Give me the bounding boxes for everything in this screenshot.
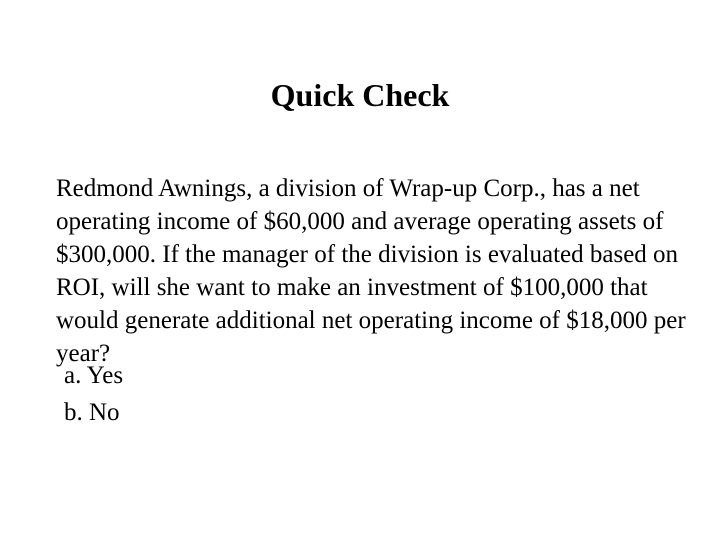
- answer-options: [64, 357, 364, 431]
- slide-title: Quick Check: [270, 77, 450, 113]
- option-b: b. No: [64, 399, 120, 426]
- question-text: Redmond Awnings, a division of Wrap-up Corp., has a net operating income of $60,000 and average operating assets of $300,000. If the manager of the division is evaluated based on ROI, will she want to make an investment of $100,000 that would generate additional net operating income of $18,000 per year?: [56, 175, 686, 367]
- option-a: a. Yes: [64, 362, 124, 389]
